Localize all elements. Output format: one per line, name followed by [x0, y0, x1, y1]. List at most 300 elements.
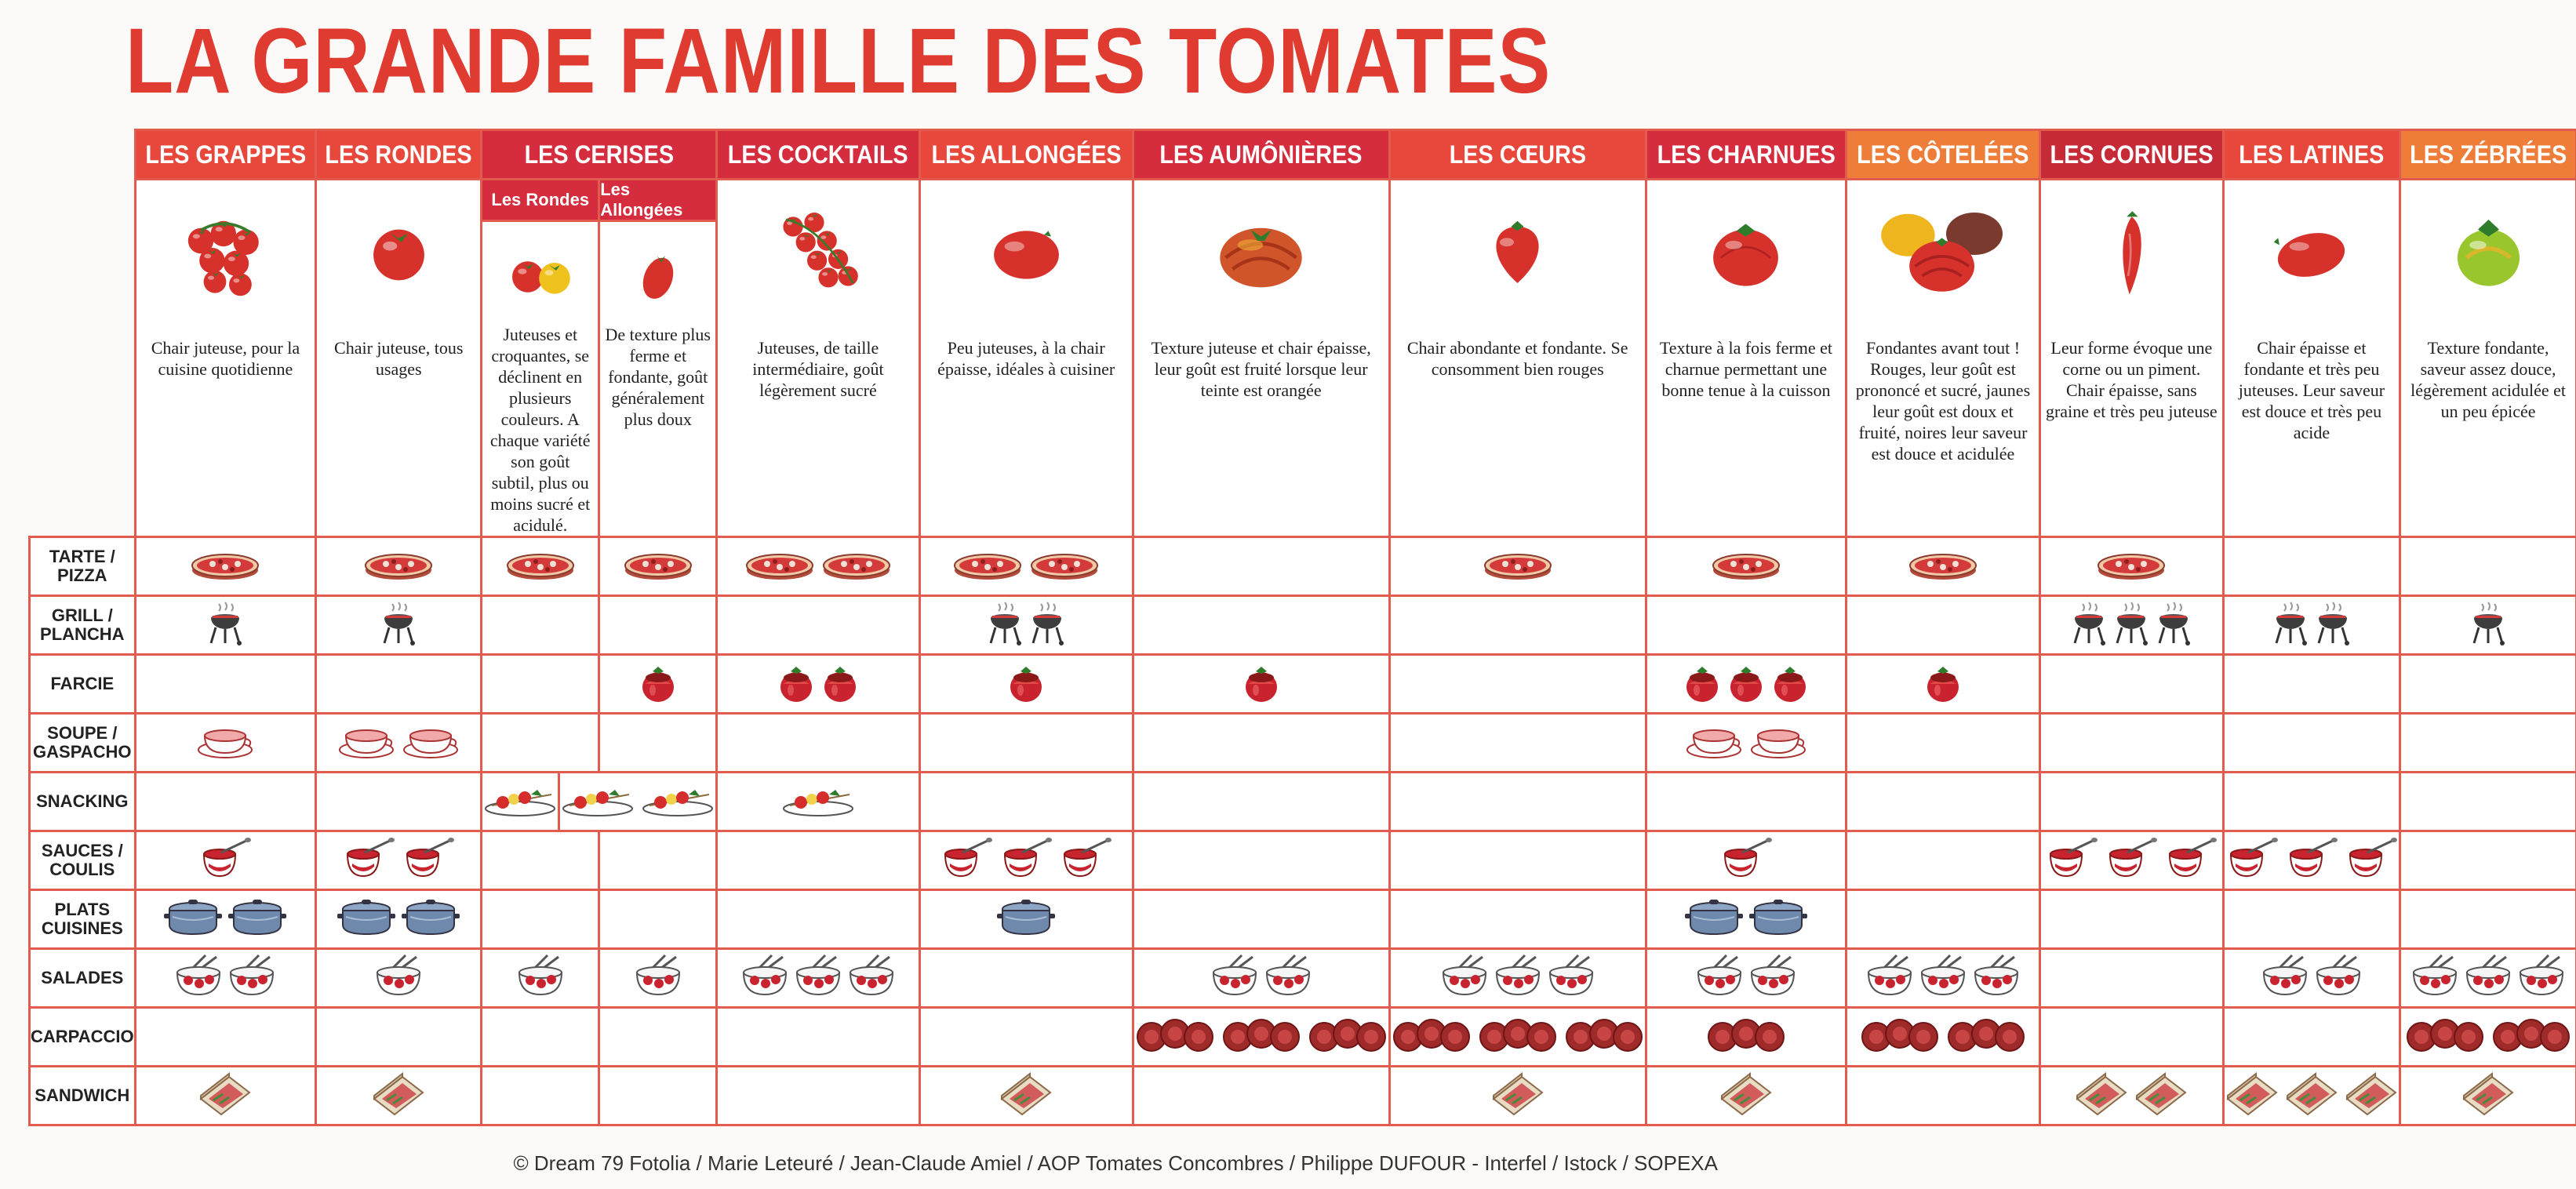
usage-cell [2400, 890, 2576, 949]
use-label-line: PIZZA [57, 565, 107, 585]
table-row [30, 596, 2576, 655]
sauce-icon [198, 837, 253, 885]
pot-icon [227, 896, 287, 943]
family-label: LES AUMÔNIÈRES [1159, 140, 1363, 169]
family-header-latines [2223, 130, 2400, 180]
usage-cell [1133, 890, 1389, 949]
use-label [30, 596, 136, 655]
usage-cell [1846, 714, 2040, 773]
usage-subcell [482, 597, 598, 653]
usage-cell [2039, 714, 2223, 773]
tart-icon [820, 547, 893, 587]
usage-cell [2039, 949, 2223, 1008]
sauce-icon [401, 837, 456, 885]
salad-icon [1264, 954, 1312, 1003]
salad-icon [1547, 954, 1595, 1003]
usage-cell [482, 773, 717, 831]
family-header-aumonieres [1133, 130, 1389, 180]
family-label: LES ZÉBRÉES [2410, 140, 2567, 169]
tomato-image [1847, 180, 2039, 322]
usage-cell [1133, 949, 1389, 1008]
usage-cell [2400, 949, 2576, 1008]
family-header-charnues [1646, 130, 1846, 180]
usage-cell [2039, 1008, 2223, 1067]
family-description-cell-aumonieres [1133, 180, 1389, 537]
subfamily-header: Les Allongées [600, 180, 715, 222]
grill-icon [2070, 601, 2108, 650]
usage-cell [1133, 714, 1389, 773]
usage-cell [316, 1067, 482, 1125]
usage-cell [717, 773, 919, 831]
usage-subcell [598, 714, 715, 771]
family-description-cell-latines [2223, 180, 2400, 537]
family-description-cell-rondes [316, 180, 482, 537]
usage-cell [2039, 596, 2223, 655]
usage-subcell [598, 538, 715, 594]
salad-icon [794, 954, 842, 1003]
stuffed-icon [1770, 660, 1810, 708]
usage-subcell [482, 1067, 598, 1124]
stuffed-icon [1726, 660, 1766, 708]
usage-cell [2223, 714, 2400, 773]
usage-cell [316, 714, 482, 773]
usage-cell [2223, 831, 2400, 890]
usage-cell [1133, 1067, 1389, 1125]
usage-subcell [482, 950, 598, 1006]
table-corner-desc [30, 180, 136, 537]
usage-cell [2400, 773, 2576, 831]
sauce-icon [2163, 837, 2218, 885]
usage-cell [135, 1008, 316, 1067]
tomato-image [1391, 180, 1645, 322]
use-label [30, 655, 136, 714]
table-row [30, 773, 2576, 831]
usage-cell [919, 773, 1133, 831]
family-description: Leur forme évoque une corne ou un piment. Chair épaisse, sans graine et très peu juteuse [2045, 338, 2218, 421]
usage-cell [1389, 714, 1646, 773]
carpaccio-icon [1563, 1018, 1645, 1056]
usage-cell [2223, 596, 2400, 655]
usage-cell [2039, 831, 2223, 890]
subfamily-column [482, 180, 598, 536]
usage-cell [1133, 596, 1389, 655]
tomato-image [600, 222, 715, 324]
usage-cell [2400, 537, 2576, 596]
usage-cell [1846, 537, 2040, 596]
usage-cell [1389, 655, 1646, 714]
usage-cell [1646, 949, 1846, 1008]
pot-icon [401, 896, 460, 943]
usage-cell [316, 773, 482, 831]
family-description: Texture juteuse et chair épaisse, leur goût est fruité lorsque leur teinte est orangée [1151, 338, 1371, 400]
family-description: Fondantes avant tout ! Rouges, leur goût est prononcé et sucré, jaunes leur goût est doux et fruité, noires leur saveur est douce et acidulée [1855, 338, 2031, 464]
usage-cell [1133, 537, 1389, 596]
tart-icon [744, 547, 816, 587]
salad-icon [516, 954, 565, 1003]
usage-cell [1646, 1008, 1846, 1067]
tart-icon [1907, 547, 1979, 587]
use-label-line: SAUCES / [41, 841, 123, 860]
stuffed-icon [1923, 660, 1963, 708]
table-corner [30, 130, 136, 180]
salad-icon [227, 954, 276, 1003]
sandwich-icon [2344, 1072, 2399, 1120]
usage-cell [1389, 537, 1646, 596]
usage-cell [717, 596, 919, 655]
sauce-icon [1719, 837, 1774, 885]
family-description-cell-coeurs [1389, 180, 1646, 537]
sauce-icon [2344, 837, 2399, 885]
usage-cell [1133, 831, 1389, 890]
usage-cell [717, 655, 919, 714]
carpaccio-icon [2490, 1018, 2572, 1056]
sauce-icon [2284, 837, 2339, 885]
family-description-cell-cornues [2039, 180, 2223, 537]
salad-icon [2410, 954, 2459, 1003]
usage-cell [135, 1067, 316, 1125]
stuffed-icon [639, 660, 678, 708]
use-label-line: SALADES [41, 968, 124, 987]
usage-subcell [598, 950, 715, 1006]
carpaccio-icon [1477, 1018, 1559, 1056]
usage-cell [2400, 1008, 2576, 1067]
subfamily-header: Les Rondes [482, 180, 598, 222]
family-description-cell-cerises [482, 180, 717, 537]
family-label: LES COCKTAILS [728, 140, 908, 169]
usage-cell [2400, 831, 2576, 890]
salad-icon [1210, 954, 1259, 1003]
usage-cell [316, 596, 482, 655]
usage-subcell [482, 714, 598, 771]
usage-cell [919, 890, 1133, 949]
soup-icon [1748, 722, 1808, 765]
usage-cell [1133, 773, 1389, 831]
family-header-cocktails [717, 130, 919, 180]
usage-cell [135, 537, 316, 596]
carpaccio-icon [1705, 1018, 1787, 1056]
usage-cell [482, 949, 717, 1008]
usage-cell [1389, 831, 1646, 890]
family-description: Chair juteuse, tous usages [334, 338, 464, 379]
carpaccio-icon [1391, 1018, 1472, 1056]
use-label-line: CARPACCIO [31, 1027, 134, 1046]
usage-cell [1389, 773, 1646, 831]
sandwich-icon [2225, 1072, 2279, 1120]
family-description: Texture à la fois ferme et charnue permettant une bonne tenue à la cuisson [1659, 338, 1833, 400]
usage-subcell [598, 597, 715, 653]
usage-subcell [482, 832, 598, 889]
usage-cell [1846, 655, 2040, 714]
usage-subcell [598, 1009, 715, 1065]
usage-cell [919, 1008, 1133, 1067]
usage-cell [1846, 890, 2040, 949]
use-label [30, 714, 136, 773]
stuffed-icon [1683, 660, 1722, 708]
usage-cell [919, 537, 1133, 596]
family-description: Chair juteuse, pour la cuisine quotidienne [151, 338, 300, 379]
salad-icon [634, 954, 682, 1003]
family-description: Texture fondante, saveur assez douce, légèrement acidulée et un peu épicée [2410, 338, 2566, 421]
usage-cell [482, 655, 717, 714]
tomato-usage-table [28, 129, 2576, 1126]
table-row [30, 1067, 2576, 1125]
usage-cell [135, 596, 316, 655]
usage-cell [1646, 655, 1846, 714]
usage-cell [1646, 596, 1846, 655]
sandwich-icon [371, 1072, 426, 1120]
usage-cell [2400, 596, 2576, 655]
sandwich-icon [1719, 1072, 1774, 1120]
salad-icon [2464, 954, 2512, 1003]
carpaccio-icon [2404, 1018, 2486, 1056]
tomato-image [718, 180, 918, 322]
usage-subcell [482, 773, 558, 830]
subfamily-description: De texture plus ferme et fondante, goût généralement plus doux [605, 325, 711, 429]
tomato-image [317, 180, 480, 322]
usage-cell [316, 537, 482, 596]
sauce-icon [2225, 837, 2279, 885]
grill-icon [2469, 601, 2507, 650]
stuffed-icon [820, 660, 860, 708]
tart-icon [362, 547, 435, 587]
carpaccio-icon [1859, 1018, 1941, 1056]
sauce-icon [999, 837, 1053, 885]
usage-cell [2039, 537, 2223, 596]
table-row [30, 890, 2576, 949]
family-description-cell-charnues [1646, 180, 1846, 537]
sauce-icon [939, 837, 994, 885]
sandwich-icon [2284, 1072, 2339, 1120]
usage-cell [2223, 1067, 2400, 1125]
usage-cell [2223, 949, 2400, 1008]
salad-icon [740, 954, 789, 1003]
sandwich-icon [2074, 1072, 2129, 1120]
usage-cell [135, 714, 316, 773]
pot-icon [1748, 896, 1808, 943]
use-label-line: GRILL / [51, 605, 113, 625]
usage-cell [1133, 1008, 1389, 1067]
usage-cell [919, 831, 1133, 890]
family-label: LES CHARNUES [1657, 140, 1836, 169]
use-label-line: TARTE / [49, 547, 115, 566]
sauce-icon [1058, 837, 1113, 885]
usage-cell [2223, 890, 2400, 949]
use-label-line: COULIS [49, 860, 115, 879]
sauce-icon [2104, 837, 2159, 885]
salad-icon [2261, 954, 2309, 1003]
family-header-allongees [919, 130, 1133, 180]
usage-cell [482, 890, 717, 949]
family-description: Chair abondante et fondante. Se consomment bien rouges [1406, 338, 1628, 379]
grill-icon [2112, 601, 2150, 650]
use-label [30, 537, 136, 596]
use-label [30, 1008, 136, 1067]
usage-subcell [558, 773, 715, 830]
tart-icon [1710, 547, 1782, 587]
usage-cell [1389, 1067, 1646, 1125]
usage-cell [1846, 773, 2040, 831]
usage-cell [316, 655, 482, 714]
usage-subcell [482, 538, 598, 594]
pot-icon [1684, 896, 1744, 943]
tomato-image [921, 180, 1132, 322]
carpaccio-icon [1307, 1018, 1388, 1056]
salad-icon [2517, 954, 2566, 1003]
table-row [30, 537, 2576, 596]
usage-cell [1389, 596, 1646, 655]
tart-icon [622, 547, 694, 587]
family-header-cerises [482, 130, 717, 180]
family-description-cell-cocktails [717, 180, 919, 537]
family-description: Chair épaisse et fondante et très peu juteuses. Leur saveur est douce et très peu acide [2238, 338, 2385, 442]
usage-cell [2400, 1067, 2576, 1125]
skewer-icon [482, 782, 558, 822]
use-label [30, 949, 136, 1008]
subfamily-description: Juteuses et croquantes, se déclinent en plusieurs couleurs. A chaque variété son goût subtil, plus ou moins sucré et acidulé. [489, 325, 591, 535]
usage-cell [482, 1008, 717, 1067]
sauce-icon [341, 837, 396, 885]
salad-icon [1919, 954, 1967, 1003]
usage-subcell [482, 1009, 598, 1065]
salad-icon [2314, 954, 2363, 1003]
table-row [30, 949, 2576, 1008]
skewer-icon [560, 782, 635, 822]
usage-cell [135, 773, 316, 831]
usage-cell [316, 1008, 482, 1067]
use-label-line: SANDWICH [35, 1085, 130, 1105]
carpaccio-icon [1221, 1018, 1302, 1056]
grill-icon [986, 601, 1024, 650]
usage-cell [1846, 949, 2040, 1008]
table-row [30, 831, 2576, 890]
use-label [30, 1067, 136, 1125]
usage-cell [919, 655, 1133, 714]
grill-icon [2314, 601, 2352, 650]
usage-cell [135, 655, 316, 714]
grill-icon [206, 601, 244, 650]
pot-icon [337, 896, 396, 943]
stuffed-icon [1006, 660, 1046, 708]
family-header-zebrees [2400, 130, 2576, 180]
usage-cell [482, 1067, 717, 1125]
usage-cell [2400, 655, 2576, 714]
family-description-cell-allongees [919, 180, 1133, 537]
usage-cell [717, 949, 919, 1008]
grill-icon [2155, 601, 2192, 650]
usage-cell [1646, 714, 1846, 773]
salad-icon [1748, 954, 1797, 1003]
tart-icon [189, 547, 261, 587]
usage-cell [2400, 714, 2576, 773]
sandwich-icon [2461, 1072, 2516, 1120]
salad-icon [1972, 954, 2021, 1003]
usage-cell [2039, 890, 2223, 949]
table-row [30, 655, 2576, 714]
family-label: LES GRAPPES [144, 140, 306, 169]
tart-icon [951, 547, 1024, 587]
soup-icon [195, 722, 255, 765]
usage-cell [2039, 1067, 2223, 1125]
salad-icon [374, 954, 423, 1003]
tart-icon [1482, 547, 1554, 587]
family-header-grappes [135, 130, 316, 180]
usage-cell [717, 1067, 919, 1125]
usage-cell [482, 537, 717, 596]
family-label: LES RONDES [325, 140, 472, 169]
sauce-icon [2044, 837, 2099, 885]
salad-icon [1695, 954, 1744, 1003]
use-label-line: GASPACHO [33, 742, 132, 762]
usage-cell [1389, 1008, 1646, 1067]
usage-cell [1846, 1008, 2040, 1067]
usage-cell [919, 949, 1133, 1008]
use-label [30, 890, 136, 949]
usage-subcell [598, 1067, 715, 1124]
usage-cell [316, 949, 482, 1008]
skewer-icon [780, 782, 856, 822]
usage-subcell [598, 656, 715, 712]
tomato-image [1647, 180, 1845, 322]
usage-cell [2223, 773, 2400, 831]
table-row [30, 1008, 2576, 1067]
use-label-line: FARCIE [50, 674, 115, 693]
family-label: LES CÔTELÉES [1857, 140, 2029, 169]
grill-icon [2272, 601, 2309, 650]
tomato-image [2401, 180, 2575, 322]
use-label-line: SNACKING [36, 791, 129, 811]
use-label-line: CUISINES [41, 918, 123, 938]
subfamily-column [598, 180, 715, 536]
family-label: LES ALLONGÉES [931, 140, 1122, 169]
usage-cell [135, 831, 316, 890]
usage-subcell [598, 832, 715, 889]
sandwich-icon [198, 1072, 253, 1120]
usage-cell [316, 890, 482, 949]
usage-cell [1133, 655, 1389, 714]
usage-cell [482, 714, 717, 773]
sandwich-icon [1490, 1072, 1545, 1120]
usage-cell [1389, 890, 1646, 949]
use-label [30, 831, 136, 890]
usage-subcell [482, 891, 598, 947]
family-description: Peu juteuses, à la chair épaisse, idéales à cuisiner [937, 338, 1115, 379]
soup-icon [1684, 722, 1744, 765]
usage-cell [482, 831, 717, 890]
grill-icon [1028, 601, 1066, 650]
usage-cell [717, 890, 919, 949]
usage-cell [2223, 1008, 2400, 1067]
usage-cell [717, 1008, 919, 1067]
family-label: LES LATINES [2239, 140, 2385, 169]
soup-icon [337, 722, 396, 765]
family-header-rondes [316, 130, 482, 180]
usage-subcell [482, 656, 598, 712]
tomato-image [482, 222, 598, 324]
family-header-cornues [2039, 130, 2223, 180]
tomato-image [2041, 180, 2222, 322]
photo-credits: © Dream 79 Fotolia / Marie Leteuré / Jean-Claude Amiel / AOP Tomates Concombres / Philippe DUFOUR - Interfel / Istock / SOPEXA [513, 1151, 1718, 1175]
stuffed-icon [1242, 660, 1281, 708]
usage-cell [717, 537, 919, 596]
usage-cell [717, 714, 919, 773]
salad-icon [847, 954, 896, 1003]
usage-cell [1389, 949, 1646, 1008]
family-description-cell-cotelees [1846, 180, 2040, 537]
family-description-cell-grappes [135, 180, 316, 537]
family-header-coeurs [1389, 130, 1646, 180]
pot-icon [163, 896, 223, 943]
usage-cell [2223, 537, 2400, 596]
